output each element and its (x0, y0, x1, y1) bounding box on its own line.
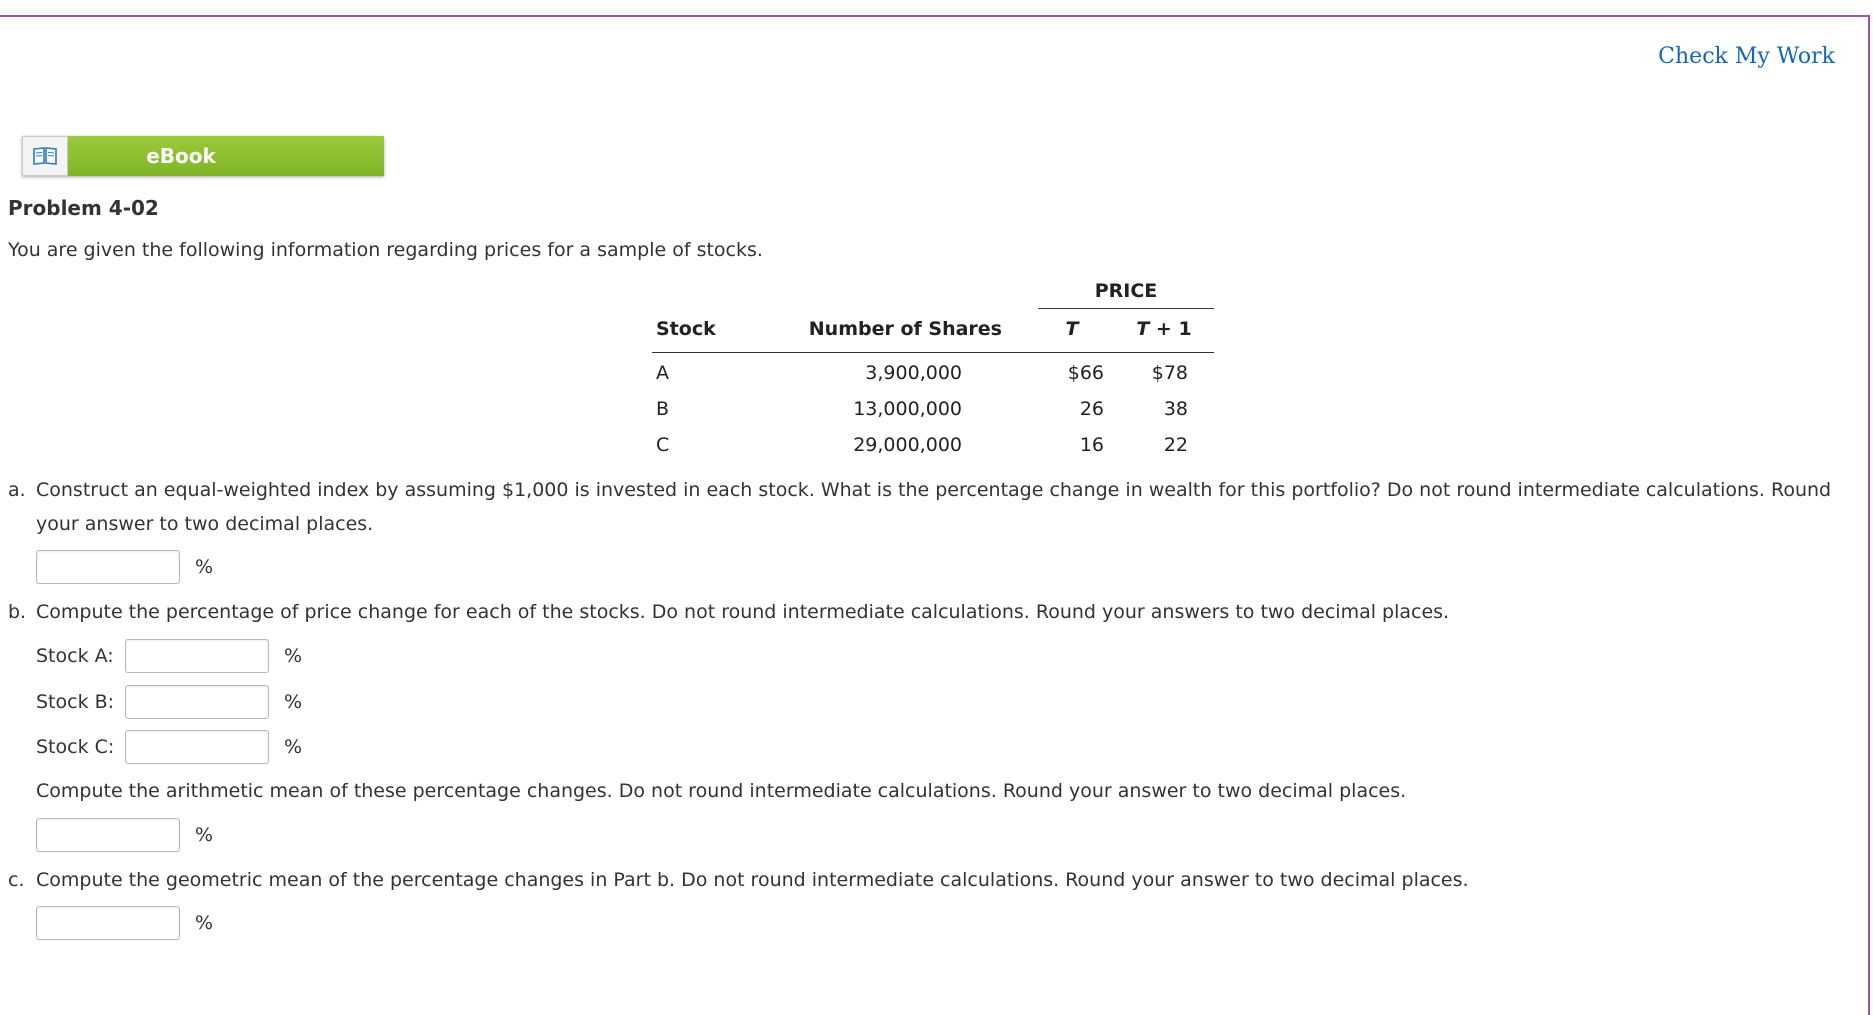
table-row (652, 362, 1214, 392)
question-b-letter: b. (8, 601, 27, 623)
cell-price-t1: 38 (1163, 398, 1188, 420)
arithmetic-mean-input[interactable] (36, 818, 180, 852)
question-b (8, 595, 1449, 629)
cell-price-t1: 22 (1163, 434, 1188, 456)
question-a (8, 473, 1831, 507)
price-group-header: PRICE (1038, 280, 1214, 309)
problem-title: Problem 4-02 (8, 196, 159, 220)
cell-shares: 3,900,000 (865, 362, 962, 384)
stock-c-label: Stock C: (36, 736, 115, 758)
ebook-button[interactable] (22, 136, 384, 176)
cell-price-t: 16 (1079, 434, 1104, 456)
geometric-mean-unit: % (195, 912, 214, 934)
geometric-mean-input[interactable] (36, 906, 180, 940)
answer-a-unit: % (195, 556, 214, 578)
arithmetic-mean-unit: % (195, 824, 214, 846)
header-t-plus-1-rest: + 1 (1149, 318, 1192, 340)
question-a-line2: your answer to two decimal places. (36, 513, 374, 535)
cell-stock: C (656, 434, 670, 456)
question-a-line1: Construct an equal-weighted index by assuming $1,000 is invested in each stock. What is the percentage change in wealth for this portfolio? Do not round intermediate calculations. Round (36, 479, 1832, 501)
check-my-work-link[interactable]: Check My Work (1658, 44, 1835, 69)
cell-shares: 13,000,000 (853, 398, 962, 420)
table-row (652, 434, 1214, 464)
stock-c-input[interactable] (125, 730, 269, 764)
arithmetic-mean-text: Compute the arithmetic mean of these percentage changes. Do not round intermediate calculations. Round your answer to two decimal places. (36, 780, 1407, 802)
cell-stock: B (656, 398, 670, 420)
book-icon (22, 136, 68, 176)
stock-a-label: Stock A: (36, 645, 114, 667)
ebook-label: eBook (68, 136, 384, 176)
header-shares: Number of Shares (808, 318, 1002, 340)
question-c-text: Compute the geometric mean of the percentage changes in Part b. Do not round intermediate calculations. Round your answer to two decimal places. (36, 869, 1469, 891)
header-stock: Stock (656, 318, 716, 340)
header-t-plus-1-t: T (1136, 318, 1150, 340)
cell-price-t: $66 (1067, 362, 1104, 384)
cell-price-t: 26 (1079, 398, 1104, 420)
header-t: T (1065, 318, 1079, 340)
cell-price-t1: $78 (1151, 362, 1188, 384)
question-c-letter: c. (8, 869, 25, 891)
cell-shares: 29,000,000 (853, 434, 962, 456)
answer-a-input[interactable] (36, 550, 180, 584)
stock-b-unit: % (284, 691, 303, 713)
intro-text: You are given the following information regarding prices for a sample of stocks. (8, 239, 763, 261)
table-row (652, 398, 1214, 428)
stock-b-input[interactable] (125, 685, 269, 719)
stock-a-unit: % (284, 645, 303, 667)
question-c (8, 863, 1469, 897)
stock-c-unit: % (284, 736, 303, 758)
table-header-row (652, 318, 1214, 353)
question-b-text: Compute the percentage of price change for each of the stocks. Do not round intermediate calculations. Round your answers to two decimal places. (36, 601, 1450, 623)
question-a-letter: a. (8, 479, 26, 501)
top-strip (0, 0, 1873, 16)
stock-a-input[interactable] (125, 639, 269, 673)
header-t-plus-1 (1122, 318, 1206, 340)
cell-stock: A (656, 362, 669, 384)
stock-b-label: Stock B: (36, 691, 115, 713)
